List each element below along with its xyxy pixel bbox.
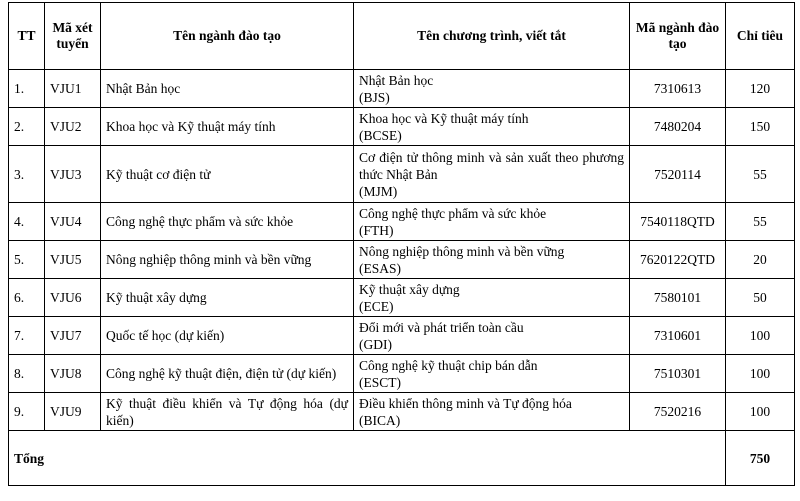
- table-row: [9, 279, 795, 317]
- program-name: Kỹ thuật xây dựng: [359, 281, 460, 297]
- major-code: 7580101: [630, 279, 726, 317]
- major-name: Công nghệ thực phẩm và sức khỏe: [101, 203, 354, 241]
- program-name: Cơ điện tử thông minh và sản xuất theo phương thức Nhật Bản: [359, 149, 624, 182]
- program-cell: [354, 393, 630, 431]
- quota: 120: [726, 70, 795, 108]
- table-row: [9, 317, 795, 355]
- table-row: [9, 70, 795, 108]
- total-quota: 750: [726, 431, 795, 486]
- table-row: [9, 393, 795, 431]
- admission-code: VJU7: [45, 317, 101, 355]
- row-number: 4.: [9, 203, 45, 241]
- admission-code: VJU9: [45, 393, 101, 431]
- program-cell: [354, 317, 630, 355]
- admission-code: VJU5: [45, 241, 101, 279]
- program-abbreviation: (FTH): [359, 222, 394, 238]
- row-number: 8.: [9, 355, 45, 393]
- program-cell: [354, 203, 630, 241]
- admissions-table: [8, 2, 795, 486]
- program-name: Điều khiển thông minh và Tự động hóa: [359, 395, 572, 411]
- row-number: 7.: [9, 317, 45, 355]
- row-number: 3.: [9, 146, 45, 203]
- program-abbreviation: (ECE): [359, 298, 394, 314]
- table-row: [9, 203, 795, 241]
- program-name: Công nghệ thực phẩm và sức khỏe: [359, 205, 547, 221]
- program-cell: [354, 108, 630, 146]
- header-major-name: Tên ngành đào tạo: [101, 3, 354, 70]
- header-major-code: Mã ngành đào tạo: [630, 3, 726, 70]
- major-name: Kỹ thuật cơ điện tử: [101, 146, 354, 203]
- quota: 100: [726, 317, 795, 355]
- program-name: Nhật Bản học: [359, 72, 434, 88]
- program-cell: [354, 279, 630, 317]
- admission-code: VJU4: [45, 203, 101, 241]
- program-name: Đổi mới và phát triển toàn cầu: [359, 319, 524, 335]
- row-number: 1.: [9, 70, 45, 108]
- admission-code: VJU8: [45, 355, 101, 393]
- row-number: 9.: [9, 393, 45, 431]
- program-name: Nông nghiệp thông minh và bền vững: [359, 243, 565, 259]
- admission-code: VJU1: [45, 70, 101, 108]
- table-row: [9, 108, 795, 146]
- program-abbreviation: (BJS): [359, 89, 390, 105]
- major-name: Công nghệ kỹ thuật điện, điện tử (dự kiến): [101, 355, 354, 393]
- admission-code: VJU2: [45, 108, 101, 146]
- major-code: 7310613: [630, 70, 726, 108]
- header-tt: TT: [9, 3, 45, 70]
- program-cell: [354, 355, 630, 393]
- row-number: 2.: [9, 108, 45, 146]
- quota: 100: [726, 393, 795, 431]
- program-name: Công nghệ kỹ thuật chip bán dẫn: [359, 357, 538, 373]
- header-admission-code: Mã xét tuyển: [45, 3, 101, 70]
- program-abbreviation: (GDI): [359, 336, 392, 352]
- major-name: Kỹ thuật điều khiển và Tự động hóa (dự kiến): [101, 393, 354, 431]
- admission-code: VJU6: [45, 279, 101, 317]
- quota: 50: [726, 279, 795, 317]
- major-code: 7510301: [630, 355, 726, 393]
- major-code: 7480204: [630, 108, 726, 146]
- table-row: [9, 241, 795, 279]
- major-name: Kỹ thuật xây dựng: [101, 279, 354, 317]
- row-number: 6.: [9, 279, 45, 317]
- admission-code: VJU3: [45, 146, 101, 203]
- major-name: Nhật Bản học: [101, 70, 354, 108]
- quota: 55: [726, 146, 795, 203]
- table-row: [9, 146, 795, 203]
- admissions-table-container: [8, 2, 794, 486]
- major-code: 7520114: [630, 146, 726, 203]
- major-code: 7520216: [630, 393, 726, 431]
- header-quota: Chỉ tiêu: [726, 3, 795, 70]
- major-code: 7540118QTD: [630, 203, 726, 241]
- total-label: Tổng: [9, 431, 726, 486]
- quota: 20: [726, 241, 795, 279]
- total-row: [9, 431, 795, 486]
- program-cell: [354, 70, 630, 108]
- major-name: Quốc tế học (dự kiến): [101, 317, 354, 355]
- program-abbreviation: (ESCT): [359, 374, 401, 390]
- program-cell: [354, 241, 630, 279]
- row-number: 5.: [9, 241, 45, 279]
- major-name: Nông nghiệp thông minh và bền vững: [101, 241, 354, 279]
- quota: 55: [726, 203, 795, 241]
- quota: 100: [726, 355, 795, 393]
- program-abbreviation: (BCSE): [359, 127, 402, 143]
- program-abbreviation: (ESAS): [359, 260, 402, 276]
- program-abbreviation: (BICA): [359, 412, 401, 428]
- program-abbreviation: (MJM): [359, 183, 398, 199]
- table-row: [9, 355, 795, 393]
- major-name: Khoa học và Kỹ thuật máy tính: [101, 108, 354, 146]
- major-code: 7310601: [630, 317, 726, 355]
- header-row: [9, 3, 795, 70]
- major-code: 7620122QTD: [630, 241, 726, 279]
- quota: 150: [726, 108, 795, 146]
- header-program-name: Tên chương trình, viết tắt: [354, 3, 630, 70]
- program-name: Khoa học và Kỹ thuật máy tính: [359, 110, 529, 126]
- program-cell: [354, 146, 630, 203]
